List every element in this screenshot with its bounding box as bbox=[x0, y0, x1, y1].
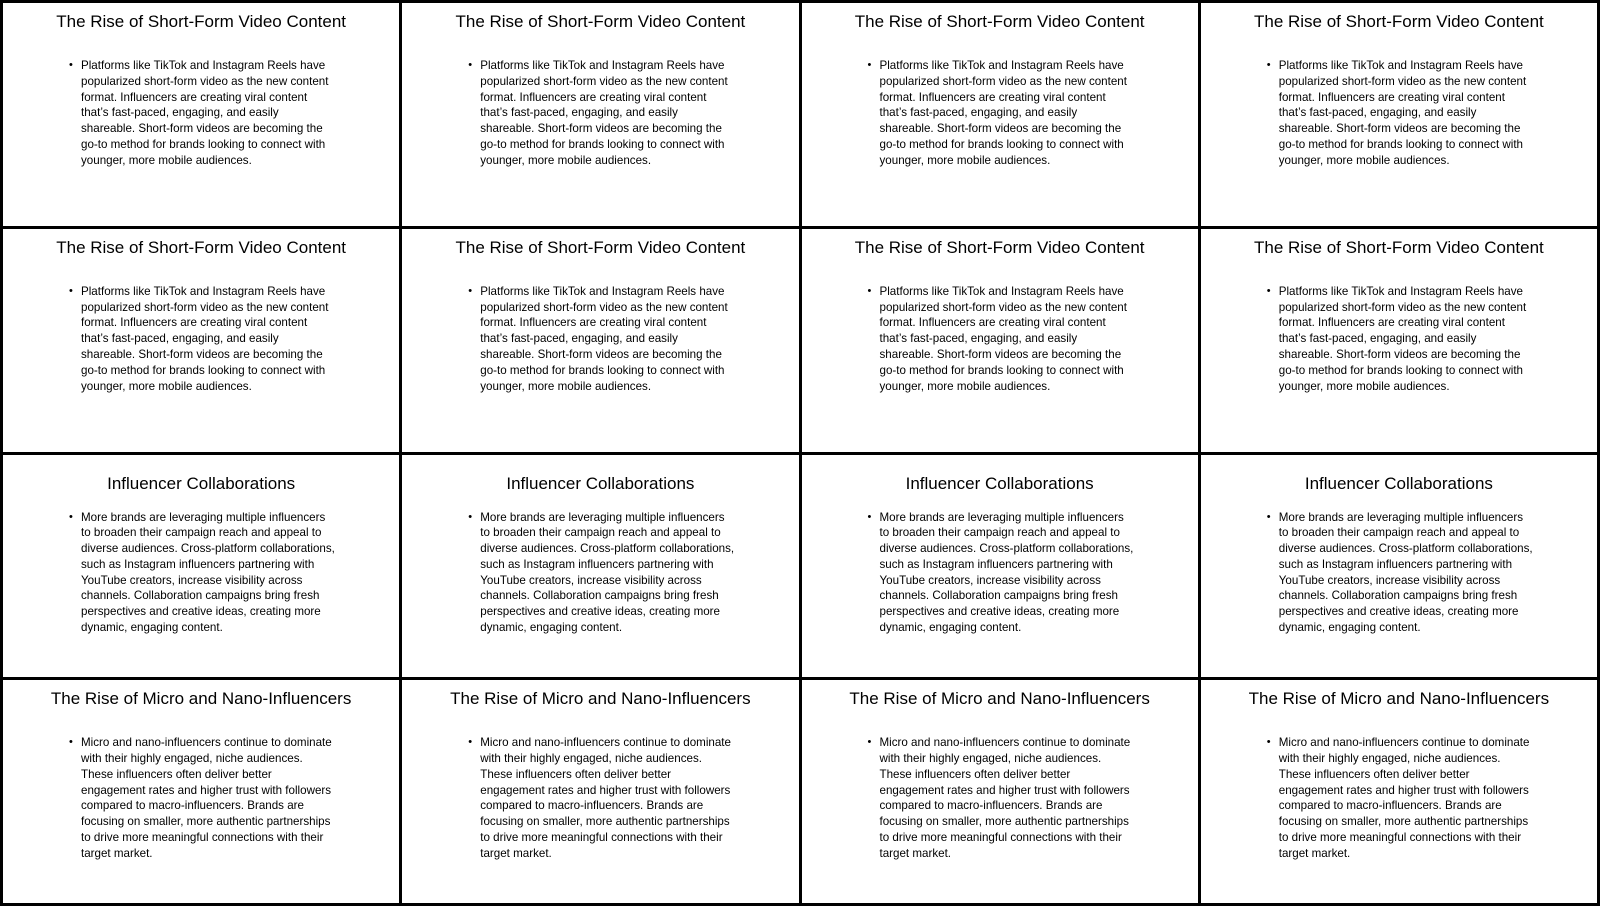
slide-thumbnail-15[interactable] bbox=[802, 680, 1198, 903]
bullet-text: More brands are leveraging multiple influencers to broaden their campaign reach and appeal to diverse audiences. Cross-platform collaborations, such as Instagram influencers partnering with YouTube creators, increase visibility across channels. Collaboration campaigns bring fresh perspectives and creative ideas, creating more dynamic, engaging content. bbox=[480, 510, 735, 635]
slide-body bbox=[468, 58, 734, 169]
slide-thumbnail-7[interactable] bbox=[802, 229, 1198, 452]
slide-body bbox=[468, 284, 734, 395]
bullet-item bbox=[1267, 284, 1533, 395]
bullet-text: Platforms like TikTok and Instagram Reels have popularized short-form video as the new content format. Influencers are creating viral content that’s fast-paced, engaging, and easily shareable. Short-form videos are becoming the go-to method for brands looking to connect with younger, more mobile audiences. bbox=[1278, 284, 1527, 393]
slide-thumbnail-11[interactable] bbox=[802, 455, 1198, 678]
slide-thumbnail-9[interactable] bbox=[3, 455, 399, 678]
slide-body bbox=[468, 510, 734, 636]
bullet-icon: • bbox=[69, 510, 73, 523]
bullet-icon: • bbox=[867, 284, 872, 297]
bullet-icon: • bbox=[867, 736, 872, 749]
bullet-icon: • bbox=[468, 510, 473, 523]
slide-title: The Rise of Short-Form Video Content bbox=[1253, 237, 1544, 257]
slide-body bbox=[69, 284, 335, 395]
slide-title: The Rise of Short-Form Video Content bbox=[56, 237, 346, 257]
bullet-icon: • bbox=[69, 736, 73, 749]
bullet-text: More brands are leveraging multiple influencers to broaden their campaign reach and appeal to diverse audiences. Cross-platform collaborations, such as Instagram influencers partnering with YouTube creators, increase visibility across channels. Collaboration campaigns bring fresh perspectives and creative ideas, creating more dynamic, engaging content. bbox=[1278, 510, 1533, 635]
slide-title: Influencer Collaborations bbox=[1304, 473, 1493, 493]
slide-title: Influencer Collaborations bbox=[107, 473, 296, 493]
slide-thumbnail-13[interactable] bbox=[3, 680, 399, 903]
bullet-text: Platforms like TikTok and Instagram Reels have popularized short-form video as the new content format. Influencers are creating viral content that’s fast-paced, engaging, and easily shareable. Short-form videos are becoming the go-to method for brands looking to connect with younger, more mobile audiences. bbox=[480, 59, 728, 167]
bullet-icon: • bbox=[468, 284, 473, 297]
slide-thumbnail-8[interactable] bbox=[1201, 229, 1597, 452]
slide-title: The Rise of Micro and Nano-Influencers bbox=[1248, 689, 1550, 709]
slide-thumbnail-14[interactable] bbox=[402, 680, 798, 903]
bullet-text: Micro and nano-influencers continue to dominate with their highly engaged, niche audiences. These influencers often deliver better engagement rates and higher trust with followers compared to macro-influencers. Brands are focusing on smaller, more authentic partnerships to drive more meaningful connections with their target market. bbox=[879, 736, 1131, 860]
slide-body bbox=[868, 58, 1134, 169]
bullet-text: More brands are leveraging multiple influencers to broaden their campaign reach and appeal to diverse audiences. Cross-platform collaborations, such as Instagram influencers partnering with YouTube creators, increase visibility across channels. Collaboration campaigns bring fresh perspectives and creative ideas, creating more dynamic, engaging content. bbox=[879, 510, 1134, 635]
slide-thumbnail-3[interactable] bbox=[802, 3, 1198, 226]
bullet-text: Platforms like TikTok and Instagram Reels have popularized short-form video as the new content format. Influencers are creating viral content that’s fast-paced, engaging, and easily shareable. Short-form videos are becoming the go-to method for brands looking to connect with younger, more mobile audiences. bbox=[879, 59, 1127, 167]
slide-title: The Rise of Micro and Nano-Influencers bbox=[849, 689, 1150, 709]
slide-body bbox=[1267, 284, 1533, 395]
bullet-item bbox=[1267, 510, 1533, 636]
bullet-text: Micro and nano-influencers continue to dominate with their highly engaged, niche audiences. These influencers often deliver better engagement rates and higher trust with followers compared to macro-influencers. Brands are focusing on smaller, more authentic partnerships to drive more meaningful connections with their target market. bbox=[81, 736, 332, 860]
slide-title: Influencer Collaborations bbox=[506, 473, 695, 493]
slide-title: The Rise of Short-Form Video Content bbox=[854, 12, 1145, 31]
bullet-item bbox=[69, 58, 335, 169]
slide-title: The Rise of Short-Form Video Content bbox=[1253, 12, 1544, 31]
slide-body bbox=[868, 284, 1134, 395]
bullet-item bbox=[69, 510, 335, 636]
slide-body bbox=[1267, 735, 1533, 861]
bullet-item bbox=[868, 284, 1134, 395]
bullet-text: More brands are leveraging multiple influencers to broaden their campaign reach and appeal to diverse audiences. Cross-platform collaborations, such as Instagram influencers partnering with YouTube creators, increase visibility across channels. Collaboration campaigns bring fresh perspectives and creative ideas, creating more dynamic, engaging content. bbox=[81, 510, 335, 635]
bullet-icon: • bbox=[1266, 59, 1271, 71]
bullet-icon: • bbox=[1266, 736, 1271, 749]
slide-thumbnail-16[interactable] bbox=[1201, 680, 1597, 903]
bullet-item bbox=[468, 735, 734, 861]
bullet-icon: • bbox=[867, 510, 872, 523]
slide-body bbox=[69, 735, 335, 861]
slide-thumbnail-10[interactable] bbox=[402, 455, 798, 678]
slide-thumbnail-2[interactable] bbox=[402, 3, 798, 226]
bullet-item bbox=[1267, 58, 1533, 169]
bullet-icon: • bbox=[468, 59, 473, 71]
bullet-text: Micro and nano-influencers continue to dominate with their highly engaged, niche audiences. These influencers often deliver better engagement rates and higher trust with followers compared to macro-influencers. Brands are focusing on smaller, more authentic partnerships to drive more meaningful connections with their target market. bbox=[480, 736, 731, 860]
bullet-item bbox=[868, 510, 1134, 636]
bullet-text: Platforms like TikTok and Instagram Reels have popularized short-form video as the new content format. Influencers are creating viral content that’s fast-paced, engaging, and easily shareable. Short-form videos are becoming the go-to method for brands looking to connect with younger, more mobile audiences. bbox=[81, 59, 329, 167]
bullet-item bbox=[468, 510, 734, 636]
slide-thumbnail-1[interactable] bbox=[3, 3, 399, 226]
bullet-text: Platforms like TikTok and Instagram Reels have popularized short-form video as the new content format. Influencers are creating viral content that’s fast-paced, engaging, and easily shareable. Short-form videos are becoming the go-to method for brands looking to connect with younger, more mobile audiences. bbox=[879, 284, 1127, 393]
bullet-text: Platforms like TikTok and Instagram Reels have popularized short-form video as the new content format. Influencers are creating viral content that’s fast-paced, engaging, and easily shareable. Short-form videos are becoming the go-to method for brands looking to connect with younger, more mobile audiences. bbox=[1278, 59, 1527, 167]
slide-body bbox=[69, 58, 335, 169]
slide-title: The Rise of Short-Form Video Content bbox=[56, 12, 346, 31]
bullet-item bbox=[1267, 735, 1533, 861]
slide-title: The Rise of Short-Form Video Content bbox=[455, 12, 746, 31]
bullet-icon: • bbox=[1266, 284, 1271, 297]
slide-title: The Rise of Micro and Nano-Influencers bbox=[50, 689, 352, 709]
bullet-item bbox=[468, 284, 734, 395]
bullet-item bbox=[468, 58, 734, 169]
slide-body bbox=[1267, 58, 1533, 169]
bullet-icon: • bbox=[69, 284, 73, 297]
slide-title: The Rise of Short-Form Video Content bbox=[455, 237, 746, 257]
bullet-text: Micro and nano-influencers continue to dominate with their highly engaged, niche audiences. These influencers often deliver better engagement rates and higher trust with followers compared to macro-influencers. Brands are focusing on smaller, more authentic partnerships to drive more meaningful connections with their target market. bbox=[1278, 736, 1530, 860]
slide-thumbnail-4[interactable] bbox=[1201, 3, 1597, 226]
slide-body bbox=[1267, 510, 1533, 636]
slide-body bbox=[468, 735, 734, 861]
slide-thumbnail-5[interactable] bbox=[3, 229, 399, 452]
bullet-icon: • bbox=[468, 736, 473, 749]
bullet-icon: • bbox=[69, 59, 73, 71]
bullet-icon: • bbox=[867, 59, 872, 71]
slide-thumbnail-12[interactable] bbox=[1201, 455, 1597, 678]
bullet-text: Platforms like TikTok and Instagram Reels have popularized short-form video as the new content format. Influencers are creating viral content that’s fast-paced, engaging, and easily shareable. Short-form videos are becoming the go-to method for brands looking to connect with younger, more mobile audiences. bbox=[480, 284, 728, 393]
bullet-item bbox=[69, 284, 335, 395]
slide-title: The Rise of Micro and Nano-Influencers bbox=[450, 689, 751, 709]
bullet-icon: • bbox=[1266, 510, 1271, 523]
slide-thumbnail-6[interactable] bbox=[402, 229, 798, 452]
bullet-text: Platforms like TikTok and Instagram Reels have popularized short-form video as the new content format. Influencers are creating viral content that’s fast-paced, engaging, and easily shareable. Short-form videos are becoming the go-to method for brands looking to connect with younger, more mobile audiences. bbox=[81, 284, 329, 393]
slide-title: Influencer Collaborations bbox=[905, 473, 1094, 493]
slide-body bbox=[69, 510, 335, 636]
bullet-item bbox=[868, 58, 1134, 169]
slide-body bbox=[868, 735, 1134, 861]
bullet-item bbox=[868, 735, 1134, 861]
bullet-item bbox=[69, 735, 335, 861]
slide-body bbox=[868, 510, 1134, 636]
slide-title: The Rise of Short-Form Video Content bbox=[854, 237, 1145, 257]
